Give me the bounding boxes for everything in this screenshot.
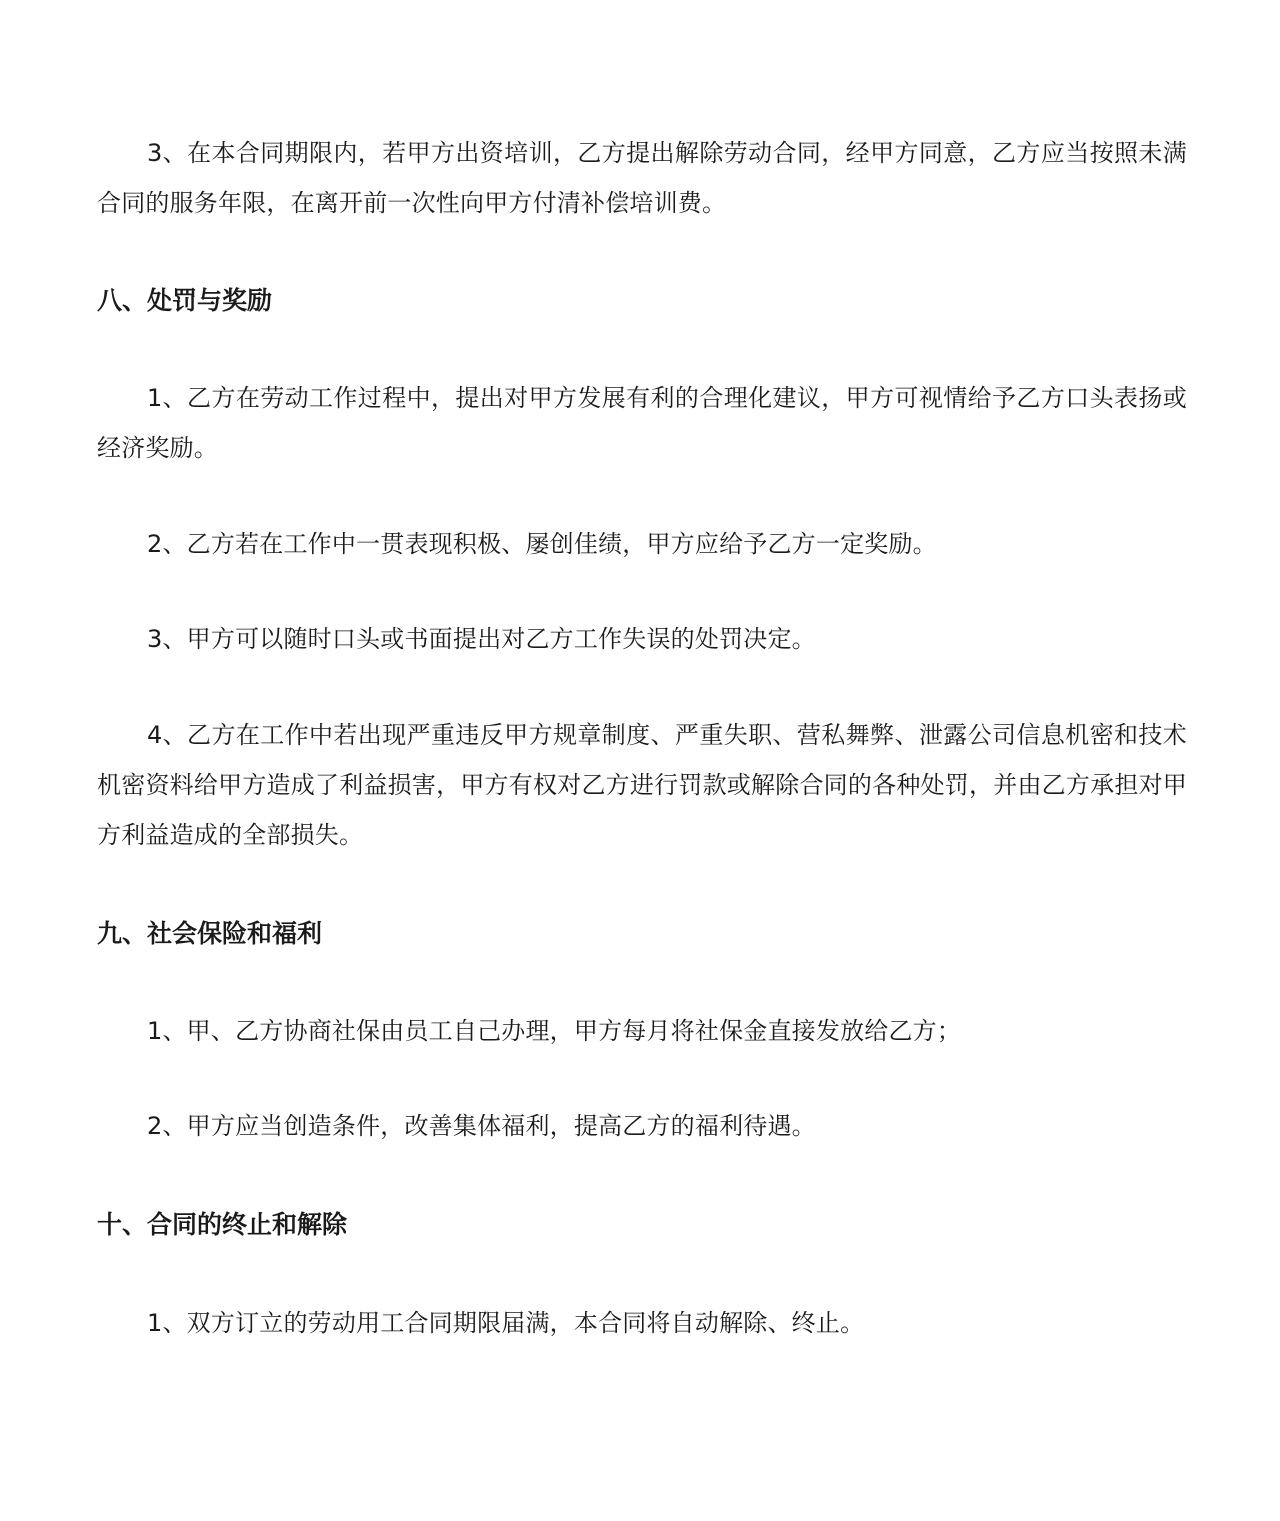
- clause-8-3: 3、甲方可以随时口头或书面提出对乙方工作失误的处罚决定。: [147, 625, 816, 653]
- section-10-heading: 十、合同的终止和解除: [97, 1210, 348, 1239]
- clause-10-1: 1、双方订立的劳动用工合同期限届满，本合同将自动解除、终止。: [147, 1309, 865, 1337]
- clause-8-2: 2、乙方若在工作中一贯表现积极、屡创佳绩，甲方应给予乙方一定奖励。: [147, 530, 937, 558]
- clause-7-3: 3、在本合同期限内，若甲方出资培训，乙方提出解除劳动合同，经甲方同意，乙方应当按照未满合同的服务年限，在离开前一次性向甲方付清补偿培训费。: [97, 139, 1187, 217]
- clause-9-1: 1、甲、乙方协商社保由员工自己办理，甲方每月将社保金直接发放给乙方；: [147, 1017, 962, 1045]
- clause-8-4: 4、乙方在工作中若出现严重违反甲方规章制度、严重失职、营私舞弊、泄露公司信息机密和技术机密资料给甲方造成了利益损害，甲方有权对乙方进行罚款或解除合同的各种处罚，并由乙方承担对甲方利益造成的全部损失。: [97, 721, 1187, 849]
- section-8-heading: 八、处罚与奖励: [97, 286, 273, 315]
- clause-9-2: 2、甲方应当创造条件，改善集体福利，提高乙方的福利待遇。: [147, 1112, 816, 1140]
- clause-8-1: 1、乙方在劳动工作过程中，提出对甲方发展有利的合理化建议，甲方可视情给予乙方口头表扬或经济奖励。: [97, 384, 1187, 462]
- section-9-heading: 九、社会保险和福利: [97, 919, 323, 948]
